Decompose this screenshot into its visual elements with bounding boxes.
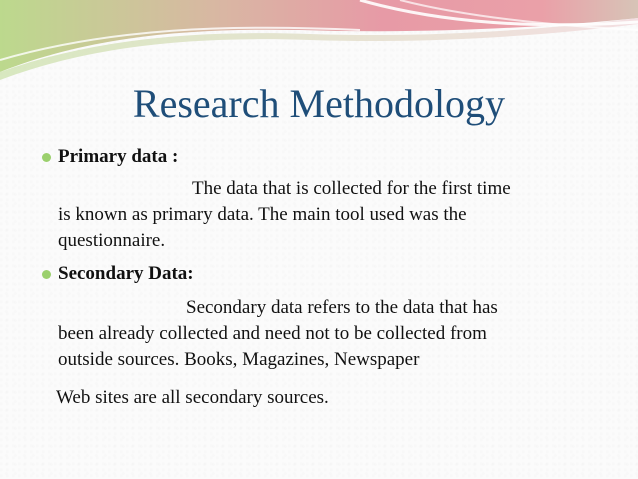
footer-line: Web sites are all secondary sources.	[56, 387, 329, 408]
body-line: been already collected and need not to be collected from	[58, 323, 487, 344]
body-line: Secondary data refers to the data that has	[186, 297, 498, 318]
bullet-icon	[42, 270, 51, 279]
body-line: The data that is collected for the first time	[192, 178, 511, 199]
section-body-secondary	[58, 295, 598, 373]
bullet-icon	[42, 153, 51, 162]
section-heading-secondary: Secondary Data:	[58, 263, 194, 284]
body-line: is known as primary data. The main tool used was the	[58, 204, 467, 225]
header-decoration	[0, 0, 638, 80]
body-line: questionnaire.	[58, 230, 166, 251]
body-line: outside sources. Books, Magazines, Newspaper	[58, 349, 420, 370]
slide-title: Research Methodology	[132, 81, 506, 126]
section-body-primary	[58, 176, 598, 254]
section-heading-primary: Primary data :	[58, 146, 179, 167]
